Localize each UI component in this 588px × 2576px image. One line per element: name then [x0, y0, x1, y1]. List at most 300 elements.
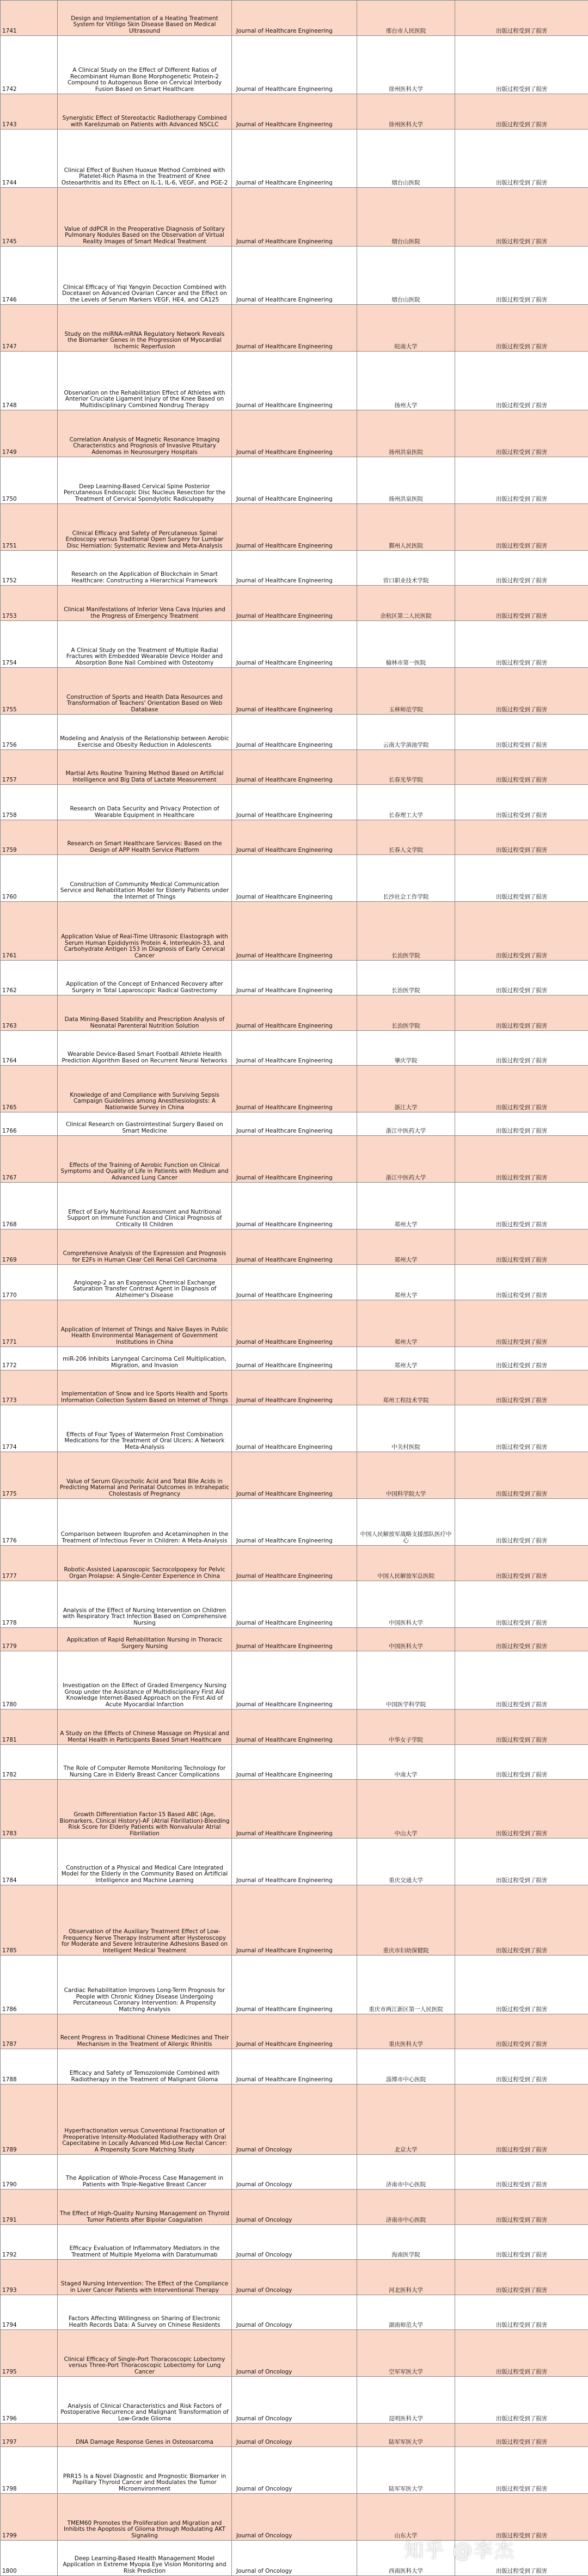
journal-name: Journal of Oncology [232, 2541, 357, 2576]
table-row [1, 820, 588, 855]
paper-title: Clinical Efficacy and Safety of Percutaneous Spinal Endoscopy versus Traditional Open Surgery for Lumbar Disc Herniation: Systematic Review and Meta-Analysis [58, 504, 232, 551]
journal-name: Journal of Healthcare Engineering [232, 902, 357, 961]
institution: 榆林市第一医院 [357, 621, 455, 668]
institution: 昆明医科大学 [357, 2377, 455, 2424]
institution: 北京大学 [357, 2085, 455, 2155]
institution: 中关村医院 [357, 1405, 455, 1452]
paper-title: DNA Damage Response Genes in Osteosarcoma [58, 2424, 232, 2447]
paper-title: Effect of Early Nutritional Assessment and Nutritional Support on Immune Function and Clinical Prognosis of Critically Ill Children [58, 1183, 232, 1229]
retraction-status: 出版过程受到了损害 [455, 2295, 588, 2330]
journal-name: Journal of Healthcare Engineering [232, 410, 357, 457]
journal-name: Journal of Healthcare Engineering [232, 715, 357, 750]
journal-name: Journal of Oncology [232, 2424, 357, 2447]
institution: 中国科学院大学 [357, 1452, 455, 1499]
table-row [1, 1956, 588, 2014]
table-row [1, 668, 588, 715]
paper-title: Observation on the Rehabilitation Effect of Athletes with Anterior Cruciate Ligament Injury of the Knee Based on Multidisciplinary Combined Nondrug Therapy [58, 352, 232, 410]
institution: 营口职业技术学院 [357, 551, 455, 586]
table-row [1, 1546, 588, 1581]
table-row [1, 1780, 588, 1839]
table-row [1, 305, 588, 352]
retraction-status: 出版过程受到了损害 [455, 715, 588, 750]
institution: 西南医科大学 [357, 2541, 455, 2576]
row-number: 1773 [1, 1370, 58, 1405]
journal-name: Journal of Healthcare Engineering [232, 1710, 357, 1745]
paper-title: Clinical Effect of Bushen Huoxue Method Combined with Platelet-Rich Plasma in the Treatment of Knee Osteoarthritis and Its Effect on IL-1, IL-6, VEGF, and PGE-2 [58, 130, 232, 188]
retraction-status: 出版过程受到了损害 [455, 1452, 588, 1499]
table-row [1, 1112, 588, 1136]
retraction-status: 出版过程受到了损害 [455, 305, 588, 352]
paper-title: The Application of Whole-Process Case Management in Patients with Triple-Negative Breast Cancer [58, 2155, 232, 2190]
paper-title: The Role of Computer Remote Monitoring Technology for Nursing Care in Elderly Breast Cancer Complications [58, 1745, 232, 1780]
retraction-status: 出版过程受到了损害 [455, 2541, 588, 2576]
journal-name: Journal of Healthcare Engineering [232, 1839, 357, 1885]
paper-title: Knowledge of and Compliance with Surviving Sepsis Campaign Guidelines among Anesthesiologists: A Nationwide Survey in China [58, 1066, 232, 1112]
institution: 郑州大学 [357, 1229, 455, 1265]
paper-title: Efficacy Evaluation of Inflammatory Mediators in the Treatment of Multiple Myeloma with Daratumumab [58, 2225, 232, 2260]
institution: 中华女子学院 [357, 1710, 455, 1745]
row-number: 1745 [1, 188, 58, 247]
table-row [1, 902, 588, 961]
table-row [1, 1265, 588, 1300]
retraction-status: 出版过程受到了损害 [455, 750, 588, 785]
journal-name: Journal of Healthcare Engineering [232, 457, 357, 504]
journal-name: Journal of Oncology [232, 2377, 357, 2424]
journal-name: Journal of Oncology [232, 2085, 357, 2155]
paper-title: miR-206 Inhibits Laryngeal Carcinoma Cell Multiplication, Migration, and Invasion [58, 1347, 232, 1370]
retraction-status: 出版过程受到了损害 [455, 820, 588, 855]
retraction-status: 出版过程受到了损害 [455, 551, 588, 586]
paper-title: Construction of Sports and Health Data Resources and Transformation of Teachers' Orientation Based on Web Database [58, 668, 232, 715]
institution: 扬州大学 [357, 352, 455, 410]
paper-title: Modeling and Analysis of the Relationship between Aerobic Exercise and Obesity Reduction in Adolescents [58, 715, 232, 750]
institution: 河北医科大学 [357, 2260, 455, 2295]
paper-title: Observation of the Auxiliary Treatment Effect of Low-Frequency Nerve Therapy Instrument after Hysteroscopy for Moderate and Severe Intrauterine Adhesions Based on Intelligent Medical Treatment [58, 1885, 232, 1956]
institution: 肇庆学院 [357, 1031, 455, 1066]
retraction-status: 出版过程受到了损害 [455, 1066, 588, 1112]
institution: 长治医学院 [357, 961, 455, 995]
journal-name: Journal of Oncology [232, 2494, 357, 2541]
institution: 湖南师范大学 [357, 2295, 455, 2330]
journal-name: Journal of Oncology [232, 2225, 357, 2260]
institution: 郑州大学 [357, 1183, 455, 1229]
retraction-status: 出版过程受到了损害 [455, 94, 588, 130]
table-row [1, 1581, 588, 1628]
retraction-status: 出版过程受到了损害 [455, 457, 588, 504]
row-number: 1755 [1, 668, 58, 715]
paper-title: Clinical Efficacy of Yiqi Yangyin Decoction Combined with Docetaxel on Advanced Ovarian Cancer and the Effect on the Levels of Serum Markers VEGF, HE4, and CA125 [58, 247, 232, 305]
retraction-status: 出版过程受到了损害 [455, 2085, 588, 2155]
institution: 浙江中医药大学 [357, 1112, 455, 1136]
row-number: 1798 [1, 2447, 58, 2494]
row-number: 1783 [1, 1780, 58, 1839]
row-number: 1769 [1, 1229, 58, 1265]
journal-name: Journal of Healthcare Engineering [232, 1628, 357, 1651]
row-number: 1796 [1, 2377, 58, 2424]
journal-name: Journal of Healthcare Engineering [232, 1405, 357, 1452]
retraction-status: 出版过程受到了损害 [455, 855, 588, 902]
table-row [1, 1183, 588, 1229]
row-number: 1742 [1, 36, 58, 94]
retraction-status: 出版过程受到了损害 [455, 2330, 588, 2377]
journal-name: Journal of Healthcare Engineering [232, 1780, 357, 1839]
row-number: 1765 [1, 1066, 58, 1112]
row-number: 1760 [1, 855, 58, 902]
row-number: 1772 [1, 1347, 58, 1370]
paper-title: Growth Differentiation Factor-15 Based ABC (Age, Biomarkers, Clinical History)-AF (Atrial Fibrillation)-Bleeding Risk Score for Elderly Patients with Nonvalvular Atrial Fibrillation [58, 1780, 232, 1839]
journal-name: Journal of Healthcare Engineering [232, 352, 357, 410]
table-row [1, 1885, 588, 1956]
paper-title: Angiopep-2 as an Exogenous Chemical Exchange Saturation Transfer Contrast Agent in Diagnosis of Alzheimer's Disease [58, 1265, 232, 1300]
paper-title: Application of Rapid Rehabilitation Nursing in Thoracic Surgery Nursing [58, 1628, 232, 1651]
institution: 重庆医科大学 [357, 2014, 455, 2049]
institution: 扬州洪泉医院 [357, 410, 455, 457]
journal-name: Journal of Healthcare Engineering [232, 188, 357, 247]
paper-title: PRR15 Is a Novel Diagnostic and Prognostic Biomarker in Papillary Thyroid Cancer and Modulates the Tumor Microenvironment [58, 2447, 232, 2494]
table-row [1, 1136, 588, 1183]
institution: 海南医学院 [357, 2225, 455, 2260]
table-row [1, 1066, 588, 1112]
row-number: 1800 [1, 2541, 58, 2576]
retraction-status: 出版过程受到了损害 [455, 1581, 588, 1628]
table-row [1, 2155, 588, 2190]
journal-name: Journal of Healthcare Engineering [232, 2014, 357, 2049]
institution: 陆军军医大学 [357, 2447, 455, 2494]
table-row [1, 1031, 588, 1066]
paper-title: Cardiac Rehabilitation Improves Long-Term Prognosis for People with Chronic Kidney Disease Undergoing Percutaneous Coronary Intervention: A Propensity Matching Analysis [58, 1956, 232, 2014]
retraction-status: 出版过程受到了损害 [455, 1112, 588, 1136]
row-number: 1741 [1, 1, 58, 36]
paper-title: Effects of Four Types of Watermelon Frost Combination Medications for the Treatment of Oral Ulcers: A Network Meta-Analysis [58, 1405, 232, 1452]
retraction-status: 出版过程受到了损害 [455, 1499, 588, 1546]
row-number: 1792 [1, 2225, 58, 2260]
retraction-status: 出版过程受到了损害 [455, 2260, 588, 2295]
row-number: 1770 [1, 1265, 58, 1300]
table-row [1, 1, 588, 36]
journal-name: Journal of Healthcare Engineering [232, 1066, 357, 1112]
table-row [1, 855, 588, 902]
journal-name: Journal of Healthcare Engineering [232, 961, 357, 995]
journal-name: Journal of Healthcare Engineering [232, 551, 357, 586]
retraction-status: 出版过程受到了损害 [455, 1229, 588, 1265]
row-number: 1759 [1, 820, 58, 855]
paper-title: Hyperfractionation versus Conventional Fractionation of Preoperative Intensity-Modulated Radiotherapy with Oral Capecitabine in Locally Advanced Mid-Low Rectal Cancer: A Propensity Score Matching Study [58, 2085, 232, 2155]
table-row [1, 2260, 588, 2295]
row-number: 1775 [1, 1452, 58, 1499]
journal-name: Journal of Healthcare Engineering [232, 2049, 357, 2085]
institution: 长治医学院 [357, 902, 455, 961]
institution: 徐州医科大学 [357, 36, 455, 94]
journal-name: Journal of Healthcare Engineering [232, 621, 357, 668]
paper-title: Research on Smart Healthcare Services: Based on the Design of APP Health Service Platform [58, 820, 232, 855]
journal-name: Journal of Healthcare Engineering [232, 1112, 357, 1136]
journal-name: Journal of Healthcare Engineering [232, 1546, 357, 1581]
table-row [1, 2085, 588, 2155]
table-row [1, 785, 588, 820]
retraction-status: 出版过程受到了损害 [455, 995, 588, 1031]
institution: 济南市中心医院 [357, 2190, 455, 2225]
institution: 烟台山医院 [357, 188, 455, 247]
row-number: 1763 [1, 995, 58, 1031]
retraction-status: 出版过程受到了损害 [455, 1405, 588, 1452]
row-number: 1754 [1, 621, 58, 668]
table-row [1, 2014, 588, 2049]
retraction-status: 出版过程受到了损害 [455, 2424, 588, 2447]
journal-name: Journal of Healthcare Engineering [232, 1370, 357, 1405]
row-number: 1758 [1, 785, 58, 820]
row-number: 1778 [1, 1581, 58, 1628]
retraction-status: 出版过程受到了损害 [455, 785, 588, 820]
paper-title: Analysis of the Effect of Nursing Intervention on Children with Respiratory Tract Infection Based on Comprehensive Nursing [58, 1581, 232, 1628]
retraction-status: 出版过程受到了损害 [455, 1347, 588, 1370]
retraction-status: 出版过程受到了损害 [455, 36, 588, 94]
row-number: 1780 [1, 1651, 58, 1710]
institution: 浙江大学 [357, 1066, 455, 1112]
paper-title: A Clinical Study on the Effect of Different Ratios of Recombinant Human Bone Morphogenetic Protein-2 Compound to Autogenous Bone on Cervical Interbody Fusion Based on Smart Healthcare [58, 36, 232, 94]
row-number: 1756 [1, 715, 58, 750]
journal-name: Journal of Oncology [232, 2155, 357, 2190]
retraction-status: 出版过程受到了损害 [455, 1300, 588, 1347]
row-number: 1791 [1, 2190, 58, 2225]
table-row [1, 1499, 588, 1546]
retraction-status: 出版过程受到了损害 [455, 1031, 588, 1066]
paper-title: Effects of the Training of Aerobic Function on Clinical Symptoms and Quality of Life in Patients with Medium and Advanced Lung Cancer [58, 1136, 232, 1183]
paper-title: Design and Implementation of a Heating Treatment System for Vitiligo Skin Disease Based on Medical Ultrasound [58, 1, 232, 36]
journal-name: Journal of Oncology [232, 2260, 357, 2295]
paper-title: Application of the Concept of Enhanced Recovery after Surgery in Total Laparoscopic Radical Gastrectomy [58, 961, 232, 995]
institution: 徐州医科大学 [357, 94, 455, 130]
journal-name: Journal of Healthcare Engineering [232, 820, 357, 855]
table-row [1, 1651, 588, 1710]
table-row [1, 995, 588, 1031]
row-number: 1782 [1, 1745, 58, 1780]
retraction-status: 出版过程受到了损害 [455, 130, 588, 188]
row-number: 1749 [1, 410, 58, 457]
institution: 重庆交通大学 [357, 1839, 455, 1885]
institution: 重庆市两江新区第一人民医院 [357, 1956, 455, 2014]
retraction-status: 出版过程受到了损害 [455, 2190, 588, 2225]
retraction-status: 出版过程受到了损害 [455, 410, 588, 457]
journal-name: Journal of Healthcare Engineering [232, 785, 357, 820]
table-row [1, 2424, 588, 2447]
retraction-status: 出版过程受到了损害 [455, 1628, 588, 1651]
retraction-status: 出版过程受到了损害 [455, 1183, 588, 1229]
paper-title: Comparison between Ibuprofen and Acetaminophen in the Treatment of Infectious Fever in Children: A Meta-Analysis [58, 1499, 232, 1546]
institution: 长春人文学院 [357, 820, 455, 855]
row-number: 1776 [1, 1499, 58, 1546]
retraction-status: 出版过程受到了损害 [455, 1956, 588, 2014]
table-row [1, 410, 588, 457]
journal-name: Journal of Healthcare Engineering [232, 1885, 357, 1956]
paper-title: A Clinical Study on the Treatment of Multiple Radial Fractures with Embedded Wearable Device Holder and Absorption Bone Nail Combined with Osteotomy [58, 621, 232, 668]
institution: 郑州大学 [357, 1347, 455, 1370]
paper-title: Implementation of Snow and Ice Sports Health and Sports Information Collection System Based on Internet of Things [58, 1370, 232, 1405]
row-number: 1743 [1, 94, 58, 130]
row-number: 1779 [1, 1628, 58, 1651]
table-row [1, 2494, 588, 2541]
paper-title: Application Value of Real-Time Ultrasonic Elastograph with Serum Human Epididymis Protein 4, Interleukin-33, and Carbohydrate Antigen 153 in Diagnosis of Early Cervical Cancer [58, 902, 232, 961]
paper-title: Analysis of Clinical Characteristics and Risk Factors of Postoperative Recurrence and Malignant Transformation of Low-Grade Glioma [58, 2377, 232, 2424]
paper-title: Research on Data Security and Privacy Protection of Wearable Equipment in Healthcare [58, 785, 232, 820]
paper-title: Investigation on the Effect of Graded Emergency Nursing Group under the Assistance of Multidisciplinary First Aid Knowledge Internet-Based Approach on the First Aid of Acute Myocardial Infarction [58, 1651, 232, 1710]
row-number: 1757 [1, 750, 58, 785]
paper-title: Deep Learning-Based Health Management Model Application in Extreme Myopia Eye Vision Monitoring and Risk Prediction [58, 2541, 232, 2576]
retraction-status: 出版过程受到了损害 [455, 352, 588, 410]
institution: 浙江中医药大学 [357, 1136, 455, 1183]
institution: 中山大学 [357, 1780, 455, 1839]
retraction-status: 出版过程受到了损害 [455, 1780, 588, 1839]
paper-title: A Study on the Effects of Chinese Massage on Physical and Mental Health in Participants Based Smart Healthcare [58, 1710, 232, 1745]
journal-name: Journal of Healthcare Engineering [232, 1745, 357, 1780]
paper-title: Robotic-Assisted Laparoscopic Sacrocolpopexy for Pelvic Organ Prolapse: A Single-Center Experience in China [58, 1546, 232, 1581]
table-row [1, 1745, 588, 1780]
table-row [1, 2330, 588, 2377]
retraction-status: 出版过程受到了损害 [455, 961, 588, 995]
paper-title: Clinical Manifestations of Inferior Vena Cava Injuries and the Progress of Emergency Treatment [58, 586, 232, 621]
institution: 长春光华学院 [357, 750, 455, 785]
paper-title: Application of Internet of Things and Naive Bayes in Public Health Environmental Management of Government Institutions in China [58, 1300, 232, 1347]
paper-title: The Effect of High-Quality Nursing Management on Thyroid Tumor Patients after Bipolar Coagulation [58, 2190, 232, 2225]
table-row [1, 1229, 588, 1265]
journal-name: Journal of Healthcare Engineering [232, 130, 357, 188]
journal-name: Journal of Healthcare Engineering [232, 1229, 357, 1265]
row-number: 1751 [1, 504, 58, 551]
row-number: 1777 [1, 1546, 58, 1581]
paper-title: Efficacy and Safety of Temozolomide Combined with Radiotherapy in the Treatment of Malignant Glioma [58, 2049, 232, 2085]
table-row [1, 36, 588, 94]
table-row [1, 1300, 588, 1347]
institution: 玉林师范学院 [357, 668, 455, 715]
retraction-status: 出版过程受到了损害 [455, 1745, 588, 1780]
row-number: 1746 [1, 247, 58, 305]
retraction-status: 出版过程受到了损害 [455, 2494, 588, 2541]
table-row [1, 1347, 588, 1370]
table-row [1, 551, 588, 586]
row-number: 1797 [1, 2424, 58, 2447]
journal-name: Journal of Healthcare Engineering [232, 1651, 357, 1710]
journal-name: Journal of Oncology [232, 2447, 357, 2494]
row-number: 1764 [1, 1031, 58, 1066]
table-row [1, 2049, 588, 2085]
row-number: 1785 [1, 1885, 58, 1956]
table-row [1, 1710, 588, 1745]
row-number: 1793 [1, 2260, 58, 2295]
paper-title: Study on the miRNA-mRNA Regulatory Network Reveals the Biomarker Genes in the Progression of Myocardial Ischemic Reperfusion [58, 305, 232, 352]
retraction-status: 出版过程受到了损害 [455, 902, 588, 961]
journal-name: Journal of Healthcare Engineering [232, 586, 357, 621]
row-number: 1788 [1, 2049, 58, 2085]
paper-title: TMEM60 Promotes the Proliferation and Migration and Inhibits the Apoptosis of Glioma through Modulating AKT Signaling [58, 2494, 232, 2541]
paper-title: Staged Nursing Intervention: The Effect of the Compliance in Liver Cancer Patients with Interventional Therapy [58, 2260, 232, 2295]
retraction-status: 出版过程受到了损害 [455, 2155, 588, 2190]
retraction-status: 出版过程受到了损害 [455, 188, 588, 247]
table-row [1, 750, 588, 785]
table-row [1, 715, 588, 750]
paper-title: Value of Serum Glycocholic Acid and Total Bile Acids in Predicting Maternal and Perinatal Outcomes in Intrahepatic Cholestasis of Pregnancy [58, 1452, 232, 1499]
table-row [1, 352, 588, 410]
paper-title: Construction of Community Medical Communication Service and Rehabilitation Model for Elderly Patients under the Internet of Things [58, 855, 232, 902]
journal-name: Journal of Oncology [232, 2295, 357, 2330]
institution: 空军军医大学 [357, 2330, 455, 2377]
table-row [1, 621, 588, 668]
institution: 山东大学 [357, 2494, 455, 2541]
table-row [1, 2225, 588, 2260]
paper-title: Deep Learning-Based Cervical Spine Posterior Percutaneous Endoscopic Disc Nucleus Resection for the Treatment of Cervical Spondylotic Radiculopathy [58, 457, 232, 504]
row-number: 1750 [1, 457, 58, 504]
retraction-status: 出版过程受到了损害 [455, 668, 588, 715]
row-number: 1786 [1, 1956, 58, 2014]
row-number: 1747 [1, 305, 58, 352]
journal-name: Journal of Healthcare Engineering [232, 1581, 357, 1628]
watermark: 知乎 @李杰 [404, 2535, 578, 2562]
institution: 鄞州人民医院 [357, 504, 455, 551]
institution: 烟台山医院 [357, 247, 455, 305]
retraction-status: 出版过程受到了损害 [455, 586, 588, 621]
institution: 长春理工大学 [357, 785, 455, 820]
paper-title: Value of ddPCR in the Preoperative Diagnosis of Solitary Pulmonary Nodules Based on the Observation of Virtual Reality Images of Smart Medical Treatment [58, 188, 232, 247]
institution: 郑州大学 [357, 1265, 455, 1300]
retraction-status: 出版过程受到了损害 [455, 1839, 588, 1885]
table-row [1, 457, 588, 504]
institution: 淄博市中心医院 [357, 2049, 455, 2085]
institution: 长沙社会工作学院 [357, 855, 455, 902]
retraction-status: 出版过程受到了损害 [455, 1546, 588, 1581]
table-row [1, 961, 588, 995]
table-row [1, 2377, 588, 2424]
paper-title: Data Mining-Based Stability and Prescription Analysis of Neonatal Parenteral Nutrition Solution [58, 995, 232, 1031]
table-row [1, 94, 588, 130]
institution: 中国医科大学 [357, 1581, 455, 1628]
retraction-status: 出版过程受到了损害 [455, 2014, 588, 2049]
institution: 郑州工程技术学院 [357, 1370, 455, 1405]
row-number: 1767 [1, 1136, 58, 1183]
retraction-status: 出版过程受到了损害 [455, 1885, 588, 1956]
institution: 中国人民解放军战略支援部队医疗中心 [357, 1499, 455, 1546]
journal-name: Journal of Healthcare Engineering [232, 1136, 357, 1183]
journal-name: Journal of Healthcare Engineering [232, 1031, 357, 1066]
row-number: 1744 [1, 130, 58, 188]
retraction-status: 出版过程受到了损害 [455, 2447, 588, 2494]
table-row [1, 2447, 588, 2494]
row-number: 1790 [1, 2155, 58, 2190]
table-row [1, 2190, 588, 2225]
institution: 中南大学 [357, 1745, 455, 1780]
journal-name: Journal of Oncology [232, 2190, 357, 2225]
row-number: 1784 [1, 1839, 58, 1885]
institution: 郑州大学 [357, 1300, 455, 1347]
journal-name: Journal of Healthcare Engineering [232, 1499, 357, 1546]
retraction-status: 出版过程受到了损害 [455, 1265, 588, 1300]
row-number: 1789 [1, 2085, 58, 2155]
institution: 余杭区第二人民医院 [357, 586, 455, 621]
retraction-status: 出版过程受到了损害 [455, 1370, 588, 1405]
table-row [1, 130, 588, 188]
institution: 中国医学科学院 [357, 1651, 455, 1710]
row-number: 1768 [1, 1183, 58, 1229]
retraction-status: 出版过程受到了损害 [455, 504, 588, 551]
table-row [1, 1839, 588, 1885]
institution: 云南大学滇池学院 [357, 715, 455, 750]
journal-name: Journal of Oncology [232, 2330, 357, 2377]
journal-name: Journal of Healthcare Engineering [232, 1183, 357, 1229]
row-number: 1761 [1, 902, 58, 961]
row-number: 1766 [1, 1112, 58, 1136]
journal-name: Journal of Healthcare Engineering [232, 995, 357, 1031]
retraction-status: 出版过程受到了损害 [455, 2049, 588, 2085]
row-number: 1753 [1, 586, 58, 621]
row-number: 1774 [1, 1405, 58, 1452]
row-number: 1799 [1, 2494, 58, 2541]
